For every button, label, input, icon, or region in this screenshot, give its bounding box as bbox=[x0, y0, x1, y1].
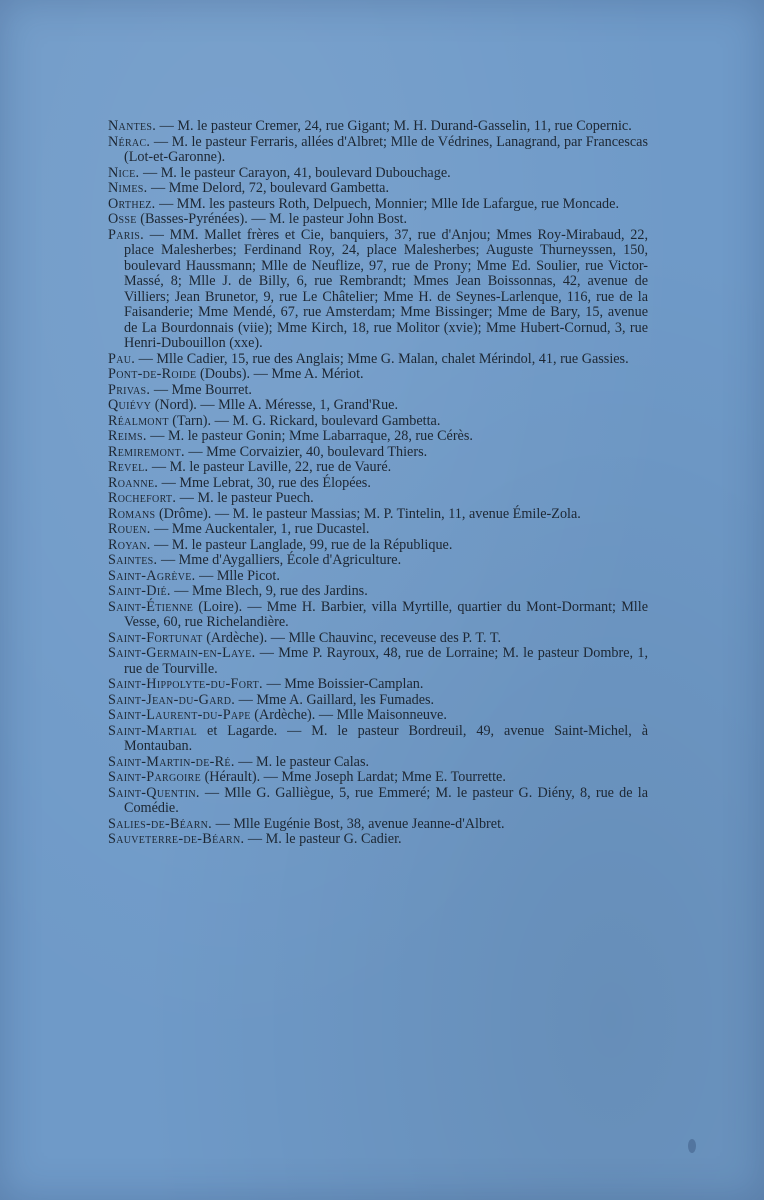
list-item bbox=[108, 135, 648, 166]
list-item bbox=[108, 212, 648, 228]
entry-text: — Mme Lebrat, 30, rue des Élopées. bbox=[158, 474, 371, 491]
entry-place: Réalmont bbox=[108, 412, 169, 429]
entry-place: Sauveterre-de-Béarn. bbox=[108, 831, 245, 847]
entry-place: Osse bbox=[108, 211, 137, 227]
list-item bbox=[108, 429, 648, 445]
entry-text: — M. le pasteur Carayon, 41, boulevard Dubouchage. bbox=[139, 164, 451, 181]
list-item bbox=[108, 569, 648, 585]
entry-text: — MM. Mallet frères et Cie, banquiers, 37, rue d'Anjou; Mmes Roy-Mirabaud, 22, place Malesherbes; Ferdinand Roy, 24, place Malesherbes; Auguste Thurneyssen, 150, boulevard Haussmann; Mlle de Neuflize, 97, rue de Prony; Mme Ed. Soulier, rue Victor-Massé, 8; Mlle J. de Billy, 6, rue Rembrandt; Mmes Jean Boissonnas, 42, avenue de Villiers; Jean Brunetor, 9, rue Le Châtelier; Mme H. de Seynes-Larlenque, 116, rue de la Faisanderie; Mme Mendé, 67, rue Amsterdam; Mme Bissinger; Mme de Bary, 15, avenue de La Bourdonnais (viie); Mme Kirch, 18, rue Molitor (xvie); Mme Hubert-Cornud, 3, rue Henri-Dubouillon (xxe). bbox=[124, 226, 648, 351]
entry-place: Romans bbox=[108, 505, 156, 522]
entry-place: Saint-Martial bbox=[108, 722, 198, 739]
list-item bbox=[108, 476, 648, 492]
list-item bbox=[108, 786, 648, 817]
entry-text: — Mme Delord, 72, boulevard Gambetta. bbox=[147, 180, 390, 196]
list-item bbox=[108, 553, 648, 569]
entry-place: Remiremont. bbox=[108, 443, 185, 460]
entry-text: et Lagarde. — M. le pasteur Bordreuil, 49, avenue Saint-Michel, à Montauban. bbox=[124, 722, 648, 754]
list-item bbox=[108, 414, 648, 430]
entry-text: — Mme Corvaizier, 40, boulevard Thiers. bbox=[184, 443, 428, 460]
entry-place: Pont-de-Roide bbox=[108, 366, 197, 382]
entry-text: (Tarn). — M. G. Rickard, boulevard Gambetta. bbox=[168, 412, 441, 429]
entry-text: — Mme d'Aygalliers, École d'Agriculture. bbox=[157, 552, 402, 568]
entry-place: Salies-de-Béarn. bbox=[108, 815, 213, 832]
entry-text: (Doubs). — Mme A. Mériot. bbox=[196, 366, 364, 382]
entry-text: — Mlle G. Galliègue, 5, rue Emmeré; M. le pasteur G. Diény, 8, rue de la Comédie. bbox=[124, 784, 648, 816]
entry-place: Privas. bbox=[108, 381, 151, 398]
entry-text: — Mme Bourret. bbox=[150, 381, 252, 398]
list-item bbox=[108, 445, 648, 461]
list-item bbox=[108, 677, 648, 693]
entry-text: — Mlle Picot. bbox=[195, 567, 280, 584]
list-item bbox=[108, 197, 648, 213]
entry-place: Saint-Laurent-du-Pape bbox=[108, 707, 251, 723]
entry-place: Nantes. bbox=[108, 118, 157, 134]
entry-text: — Mme P. Rayroux, 48, rue de Lorraine; M. le pasteur Dombre, 1, rue de Tourville. bbox=[124, 645, 648, 677]
list-item bbox=[108, 693, 648, 709]
entry-text: — M. le pasteur G. Cadier. bbox=[244, 831, 402, 847]
entry-place: Saint-Quentin. bbox=[108, 784, 200, 801]
entry-text: — M. le pasteur Calas. bbox=[234, 753, 370, 770]
entry-place: Orthez. bbox=[108, 195, 156, 212]
list-item bbox=[108, 228, 648, 352]
entry-text: — Mme Boissier-Camplan. bbox=[262, 676, 424, 692]
list-item bbox=[108, 398, 648, 414]
entry-place: Rochefort. bbox=[108, 490, 177, 506]
entry-text: — M. le pasteur Ferraris, allées d'Albret; Mlle de Védrines, Lanagrand, par Francescas (Lot-et-Garonne). bbox=[124, 133, 648, 165]
entry-text: (Drôme). — M. le pasteur Massias; M. P. Tintelin, 11, avenue Émile-Zola. bbox=[155, 505, 581, 522]
entry-text: — Mlle Cadier, 15, rue des Anglais; Mme G. Malan, chalet Mérindol, 41, rue Gassies. bbox=[135, 350, 629, 367]
list-item bbox=[108, 119, 648, 135]
entry-text: — M. le pasteur Langlade, 99, rue de la République. bbox=[150, 536, 453, 553]
entry-text: (Hérault). — Mme Joseph Lardat; Mme E. Tourrette. bbox=[201, 769, 506, 785]
list-item bbox=[108, 584, 648, 600]
list-item bbox=[108, 770, 648, 786]
entry-text: — M. le pasteur Gonin; Mme Labarraque, 28, rue Cérès. bbox=[146, 428, 473, 444]
list-item bbox=[108, 755, 648, 771]
entry-place: Saint-Germain-en-Laye. bbox=[108, 645, 256, 661]
list-item bbox=[108, 522, 648, 538]
entry-place: Saint-Martin-de-Ré. bbox=[108, 753, 235, 770]
entry-place: Revel. bbox=[108, 459, 149, 475]
entry-text: — Mme Auckentaler, 1, rue Ducastel. bbox=[150, 521, 370, 537]
entry-place: Roanne. bbox=[108, 474, 159, 491]
entry-place: Nice. bbox=[108, 164, 140, 181]
list-item bbox=[108, 600, 648, 631]
entry-place: Saint-Fortunat bbox=[108, 629, 203, 646]
entry-place: Saint-Étienne bbox=[108, 598, 194, 615]
entry-place: Nimes. bbox=[108, 180, 148, 196]
entry-place: Pau. bbox=[108, 350, 136, 367]
entry-place: Reims. bbox=[108, 428, 147, 444]
entry-text: — MM. les pasteurs Roth, Delpuech, Monnier; Mlle Ide Lafargue, rue Moncade. bbox=[155, 195, 619, 212]
entry-place: Royan. bbox=[108, 536, 151, 553]
entry-text: — Mme A. Gaillard, les Fumades. bbox=[235, 691, 435, 708]
list-item bbox=[108, 367, 648, 383]
entry-text: — Mlle Eugénie Bost, 38, avenue Jeanne-d'Albret. bbox=[212, 815, 505, 832]
entry-text: — M. le pasteur Cremer, 24, rue Gigant; M. H. Durand-Gasselin, 11, rue Copernic. bbox=[156, 118, 632, 134]
list-item bbox=[108, 708, 648, 724]
list-item bbox=[108, 491, 648, 507]
paper-hole-mark bbox=[688, 1139, 696, 1153]
entry-place: Saint-Jean-du-Gard. bbox=[108, 691, 236, 708]
entry-place: Saintes. bbox=[108, 552, 158, 568]
entry-place: Saint-Dié. bbox=[108, 583, 171, 599]
list-item bbox=[108, 817, 648, 833]
list-item bbox=[108, 166, 648, 182]
entry-place: Rouen. bbox=[108, 521, 151, 537]
entry-place: Quiévy bbox=[108, 397, 152, 413]
list-item bbox=[108, 181, 648, 197]
list-item bbox=[108, 538, 648, 554]
entry-text: (Basses-Pyrénées). — M. le pasteur John Bost. bbox=[136, 211, 407, 227]
entry-place: Saint-Agrève. bbox=[108, 567, 196, 584]
list-item bbox=[108, 724, 648, 755]
entry-place: Saint-Pargoire bbox=[108, 769, 202, 785]
entry-text: (Ardèche). — Mlle Maisonneuve. bbox=[250, 707, 447, 723]
address-list bbox=[108, 119, 648, 848]
list-item bbox=[108, 646, 648, 677]
entry-text: (Nord). — Mlle A. Méresse, 1, Grand'Rue. bbox=[151, 397, 399, 413]
entry-place: Saint-Hippolyte-du-Fort. bbox=[108, 676, 263, 692]
list-item bbox=[108, 383, 648, 399]
entry-text: (Loire). — Mme H. Barbier, villa Myrtille, quartier du Mont-Dormant; Mlle Vesse, 60, rue Richelandière. bbox=[124, 598, 648, 630]
entry-text: — M. le pasteur Laville, 22, rue de Vauré. bbox=[148, 459, 392, 475]
list-item bbox=[108, 352, 648, 368]
entry-text: (Ardèche). — Mlle Chauvinc, receveuse des P. T. T. bbox=[202, 629, 502, 646]
list-item bbox=[108, 507, 648, 523]
entry-place: Nérac. bbox=[108, 133, 151, 150]
list-item bbox=[108, 832, 648, 848]
list-item bbox=[108, 460, 648, 476]
list-item bbox=[108, 631, 648, 647]
entry-text: — M. le pasteur Puech. bbox=[176, 490, 314, 506]
entry-place: Paris. bbox=[108, 226, 145, 243]
entry-text: — Mme Blech, 9, rue des Jardins. bbox=[170, 583, 368, 599]
